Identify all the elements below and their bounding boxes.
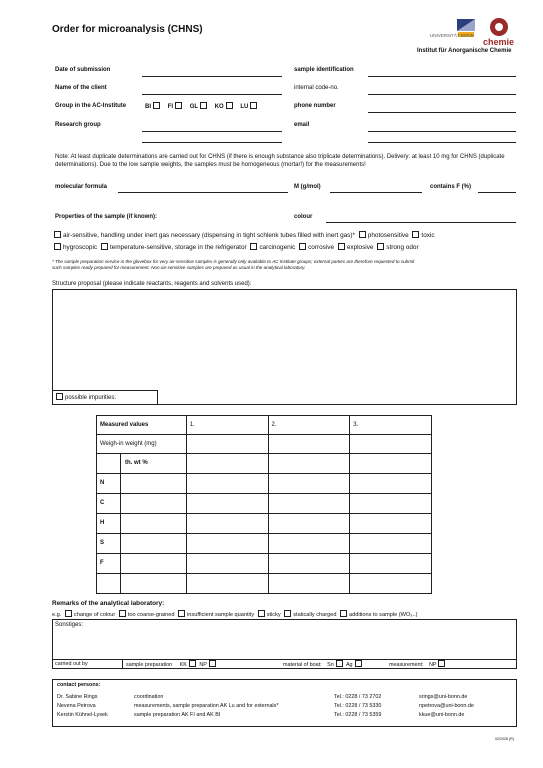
table-cell[interactable] bbox=[186, 494, 268, 514]
np2-checkbox[interactable] bbox=[438, 660, 445, 667]
table-cell[interactable] bbox=[186, 554, 268, 574]
sticky-checkbox[interactable] bbox=[258, 610, 265, 617]
contact-tel: Tel.: 0228 / 73 2702 bbox=[334, 694, 382, 700]
email-label: email bbox=[294, 122, 310, 128]
internal-code-label: internal code-no. bbox=[294, 85, 339, 91]
photosensitive-checkbox[interactable] bbox=[359, 231, 366, 238]
group-lu-checkbox[interactable] bbox=[250, 102, 257, 109]
contact-name: Dr. Sabine Rings bbox=[57, 694, 98, 700]
air-sensitive-checkbox[interactable] bbox=[54, 231, 61, 238]
footnote-line-2: such samples ready prepared for measurement. Non-air-sensitive samples are prepared as usual in the analytical laboratory. bbox=[52, 265, 306, 270]
name-of-client-field[interactable] bbox=[142, 94, 282, 95]
university-logo-text: UNIVERSITÄT BONN bbox=[430, 33, 474, 38]
change-of-colour-label: change of colour bbox=[73, 612, 116, 618]
table-cell[interactable] bbox=[350, 574, 432, 594]
ag-label: Ag bbox=[345, 662, 353, 668]
additions-label: additions to sample (WO₃..) bbox=[349, 612, 418, 618]
sample-prep-row bbox=[126, 660, 218, 669]
table-row bbox=[97, 554, 432, 574]
change-of-colour-checkbox[interactable] bbox=[65, 610, 72, 617]
statically-charged-label: statically charged bbox=[293, 612, 337, 618]
group-lu-label: LU bbox=[240, 104, 249, 110]
date-of-submission-field[interactable] bbox=[142, 76, 282, 77]
research-group-field[interactable] bbox=[142, 131, 282, 132]
contains-f-label: contains F (%) bbox=[430, 184, 472, 190]
contact-role: measurements, sample preparation AK Lu and for externals* bbox=[134, 703, 279, 709]
sonstiges-label: Sonstiges: bbox=[55, 622, 84, 628]
element-h-label: H bbox=[97, 514, 121, 533]
note-text: Note: At least duplicate determinations are carried out for CHNS (if there is enough substance also triplicate determinations). Delivery: at least 10 mg for CHNS (duplicate determinations). Due to the low sample weights, the samples must be homogeneous (mortar!) for the measurements! bbox=[55, 154, 505, 168]
coarse-grained-label: too coarse-grained bbox=[127, 612, 175, 618]
weigh-in-cell-1[interactable] bbox=[186, 435, 268, 454]
insufficient-quantity-label: insufficient sample quantity bbox=[187, 612, 255, 618]
impurities-checkbox[interactable] bbox=[56, 393, 63, 400]
structure-proposal-area[interactable] bbox=[52, 289, 517, 405]
hygroscopic-label: hygroscopic bbox=[63, 244, 98, 251]
molar-mass-field[interactable] bbox=[330, 192, 422, 193]
molecular-formula-field[interactable] bbox=[118, 192, 288, 193]
explosive-label: explosive bbox=[346, 244, 374, 251]
group-fi-label: FI bbox=[167, 104, 174, 110]
sn-label: Sn bbox=[327, 662, 334, 668]
explosive-checkbox[interactable] bbox=[338, 243, 345, 250]
research-group-label: Research group bbox=[55, 122, 101, 128]
material-of-boat-label: material of boat: bbox=[283, 662, 322, 668]
additions-checkbox[interactable] bbox=[340, 610, 347, 617]
colour-field[interactable] bbox=[326, 222, 516, 223]
extra-line-right bbox=[368, 142, 516, 143]
page-title: Order for microanalysis (CHNS) bbox=[52, 24, 203, 35]
contact-tel: Tel.: 0228 / 73 5330 bbox=[334, 703, 382, 709]
table-row bbox=[97, 494, 432, 514]
group-bi-checkbox[interactable] bbox=[153, 102, 160, 109]
sn-checkbox[interactable] bbox=[336, 660, 343, 667]
table-cell[interactable] bbox=[350, 474, 432, 494]
element-c-label: C bbox=[97, 494, 121, 513]
phone-number-field[interactable] bbox=[368, 112, 516, 113]
hygroscopic-checkbox[interactable] bbox=[54, 243, 61, 250]
contact-role: coordination bbox=[134, 694, 164, 700]
university-logo bbox=[430, 19, 475, 41]
contact-name: Kerstin Kühnel-Lysek bbox=[57, 712, 108, 718]
chemie-logo bbox=[482, 17, 518, 47]
weigh-in-label: Weigh-in weight (mg) bbox=[97, 435, 187, 454]
remarks-title: Remarks of the analytical laboratory: bbox=[52, 600, 165, 607]
table-row bbox=[97, 454, 432, 474]
impurities-label: possible impurities: bbox=[65, 395, 117, 401]
kk-checkbox[interactable] bbox=[189, 660, 196, 667]
group-label: Group in the AC-Institute bbox=[55, 103, 127, 109]
table-cell[interactable] bbox=[268, 534, 350, 554]
group-fi-checkbox[interactable] bbox=[175, 102, 182, 109]
group-ko-checkbox[interactable] bbox=[226, 102, 233, 109]
molar-mass-label: M (g/mol) bbox=[294, 184, 321, 190]
kk-label: KK bbox=[179, 662, 187, 668]
ag-checkbox[interactable] bbox=[355, 660, 362, 667]
table-cell[interactable] bbox=[186, 514, 268, 534]
table-cell[interactable] bbox=[268, 574, 350, 594]
weigh-in-cell-3[interactable] bbox=[350, 435, 432, 454]
measurement-row bbox=[389, 660, 447, 669]
table-cell[interactable] bbox=[350, 534, 432, 554]
strong-odor-label: strong odor bbox=[386, 244, 419, 251]
corrosive-checkbox[interactable] bbox=[299, 243, 306, 250]
group-checkboxes bbox=[145, 102, 259, 111]
contact-tel: Tel.: 0228 / 73 5359 bbox=[334, 712, 382, 718]
eg-label: e.g. bbox=[52, 612, 62, 618]
date-of-submission-label: Date of submission bbox=[55, 67, 111, 73]
weigh-in-cell-2[interactable] bbox=[268, 435, 350, 454]
element-f-label: F bbox=[97, 554, 121, 573]
extra-line-left bbox=[142, 142, 282, 143]
np-checkbox[interactable] bbox=[209, 660, 216, 667]
table-row bbox=[97, 474, 432, 494]
name-of-client-label: Name of the client bbox=[55, 85, 107, 91]
th-wt-label: th. wt % bbox=[125, 460, 148, 466]
strong-odor-checkbox[interactable] bbox=[377, 243, 384, 250]
table-row bbox=[97, 435, 432, 454]
temperature-sensitive-label: temperature-sensitive, storage in the refrigerator bbox=[109, 244, 247, 251]
internal-code-field[interactable] bbox=[368, 94, 516, 95]
photosensitive-label: photosensitive bbox=[367, 232, 409, 239]
footer-code: 02/2026 (R) bbox=[495, 737, 514, 741]
footnote bbox=[52, 259, 414, 271]
toxic-label: toxic bbox=[421, 232, 435, 239]
chemie-logo-text: chemie bbox=[483, 37, 515, 47]
contact-name: Nevena Petrova bbox=[57, 703, 96, 709]
insufficient-quantity-checkbox[interactable] bbox=[178, 610, 185, 617]
contact-mail[interactable]: kkue@uni-bonn.de bbox=[419, 712, 465, 718]
element-s-label: S bbox=[97, 534, 121, 553]
table-cell[interactable] bbox=[350, 454, 432, 474]
measured-values-header: Measured values bbox=[97, 416, 187, 435]
colour-label: colour bbox=[294, 214, 313, 220]
column-2-header: 2. bbox=[268, 416, 350, 435]
properties-row-1 bbox=[52, 231, 435, 239]
phone-number-label: phone number bbox=[294, 103, 336, 109]
molecular-formula-label: molecular formula bbox=[55, 184, 108, 190]
coarse-grained-checkbox[interactable] bbox=[119, 610, 126, 617]
element-n-label: N bbox=[97, 474, 121, 493]
boat-row bbox=[283, 660, 364, 669]
table-cell[interactable] bbox=[268, 554, 350, 574]
table-cell[interactable] bbox=[186, 474, 268, 494]
properties-label: Properties of the sample (if known): bbox=[55, 214, 158, 220]
group-gl-label: GL bbox=[189, 104, 199, 110]
carcinogenic-label: carcinogenic bbox=[259, 244, 296, 251]
measurement-label: measurement: bbox=[389, 662, 424, 668]
column-3-header: 3. bbox=[350, 416, 432, 435]
table-row bbox=[97, 574, 432, 594]
group-gl-checkbox[interactable] bbox=[200, 102, 207, 109]
np2-label: NP bbox=[428, 662, 437, 668]
np-label: NP bbox=[199, 662, 207, 668]
email-field[interactable] bbox=[368, 131, 516, 132]
table-cell[interactable] bbox=[268, 454, 350, 474]
sample-identification-label: sample identification bbox=[294, 67, 354, 73]
contact-role: sample preparation AK FI and AK BI bbox=[134, 712, 221, 718]
footnote-line-1: * The sample preparation service in the glovebox for very air-sensitive samples is generally only available to AC Institute groups; external parties are therefore requested to submit bbox=[52, 259, 415, 264]
properties-row-2 bbox=[52, 243, 419, 251]
table-cell[interactable] bbox=[350, 554, 432, 574]
table-cell[interactable] bbox=[350, 494, 432, 514]
table-cell[interactable] bbox=[186, 574, 268, 594]
sample-identification-field[interactable] bbox=[368, 76, 516, 77]
carcinogenic-checkbox[interactable] bbox=[250, 243, 257, 250]
divider bbox=[122, 659, 123, 669]
sticky-label: sticky bbox=[266, 612, 281, 618]
table-cell[interactable] bbox=[186, 534, 268, 554]
contains-f-field[interactable] bbox=[478, 192, 516, 193]
column-1-header: 1. bbox=[186, 416, 268, 435]
element-extra-label bbox=[97, 574, 121, 593]
contact-mail[interactable]: npetrova@uni-bonn.de bbox=[419, 703, 474, 709]
air-sensitive-label: air-sensitive, handling under inert gas necessary (dispensing in tight schlenk tubes filled with inert gas)* bbox=[63, 232, 355, 239]
table-row bbox=[97, 514, 432, 534]
table-cell[interactable] bbox=[186, 454, 268, 474]
statically-charged-checkbox[interactable] bbox=[284, 610, 291, 617]
toxic-checkbox[interactable] bbox=[412, 231, 419, 238]
remarks-options bbox=[52, 610, 418, 619]
sample-preparation-label: sample preparation bbox=[126, 662, 173, 668]
table-row bbox=[97, 534, 432, 554]
contacts-title: contact persons: bbox=[57, 682, 101, 688]
corrosive-label: corrosive bbox=[308, 244, 335, 251]
measurement-table bbox=[96, 415, 432, 594]
table-row bbox=[97, 416, 432, 435]
table-cell[interactable] bbox=[268, 494, 350, 514]
structure-label: Structure proposal (please indicate reactants, reagents and solvents used): bbox=[52, 281, 252, 287]
group-bi-label: BI bbox=[145, 104, 151, 110]
contact-mail[interactable]: srings@uni-bonn.de bbox=[419, 694, 468, 700]
table-cell[interactable] bbox=[268, 514, 350, 534]
group-ko-label: KO bbox=[214, 104, 224, 110]
th-wt-cell bbox=[97, 454, 187, 474]
temperature-sensitive-checkbox[interactable] bbox=[101, 243, 108, 250]
table-cell[interactable] bbox=[268, 474, 350, 494]
table-cell[interactable] bbox=[350, 514, 432, 534]
carried-out-by-label: carried out by bbox=[55, 661, 88, 667]
impurities-row bbox=[54, 393, 116, 402]
institute-name: Institut für Anorganische Chemie bbox=[417, 48, 512, 54]
